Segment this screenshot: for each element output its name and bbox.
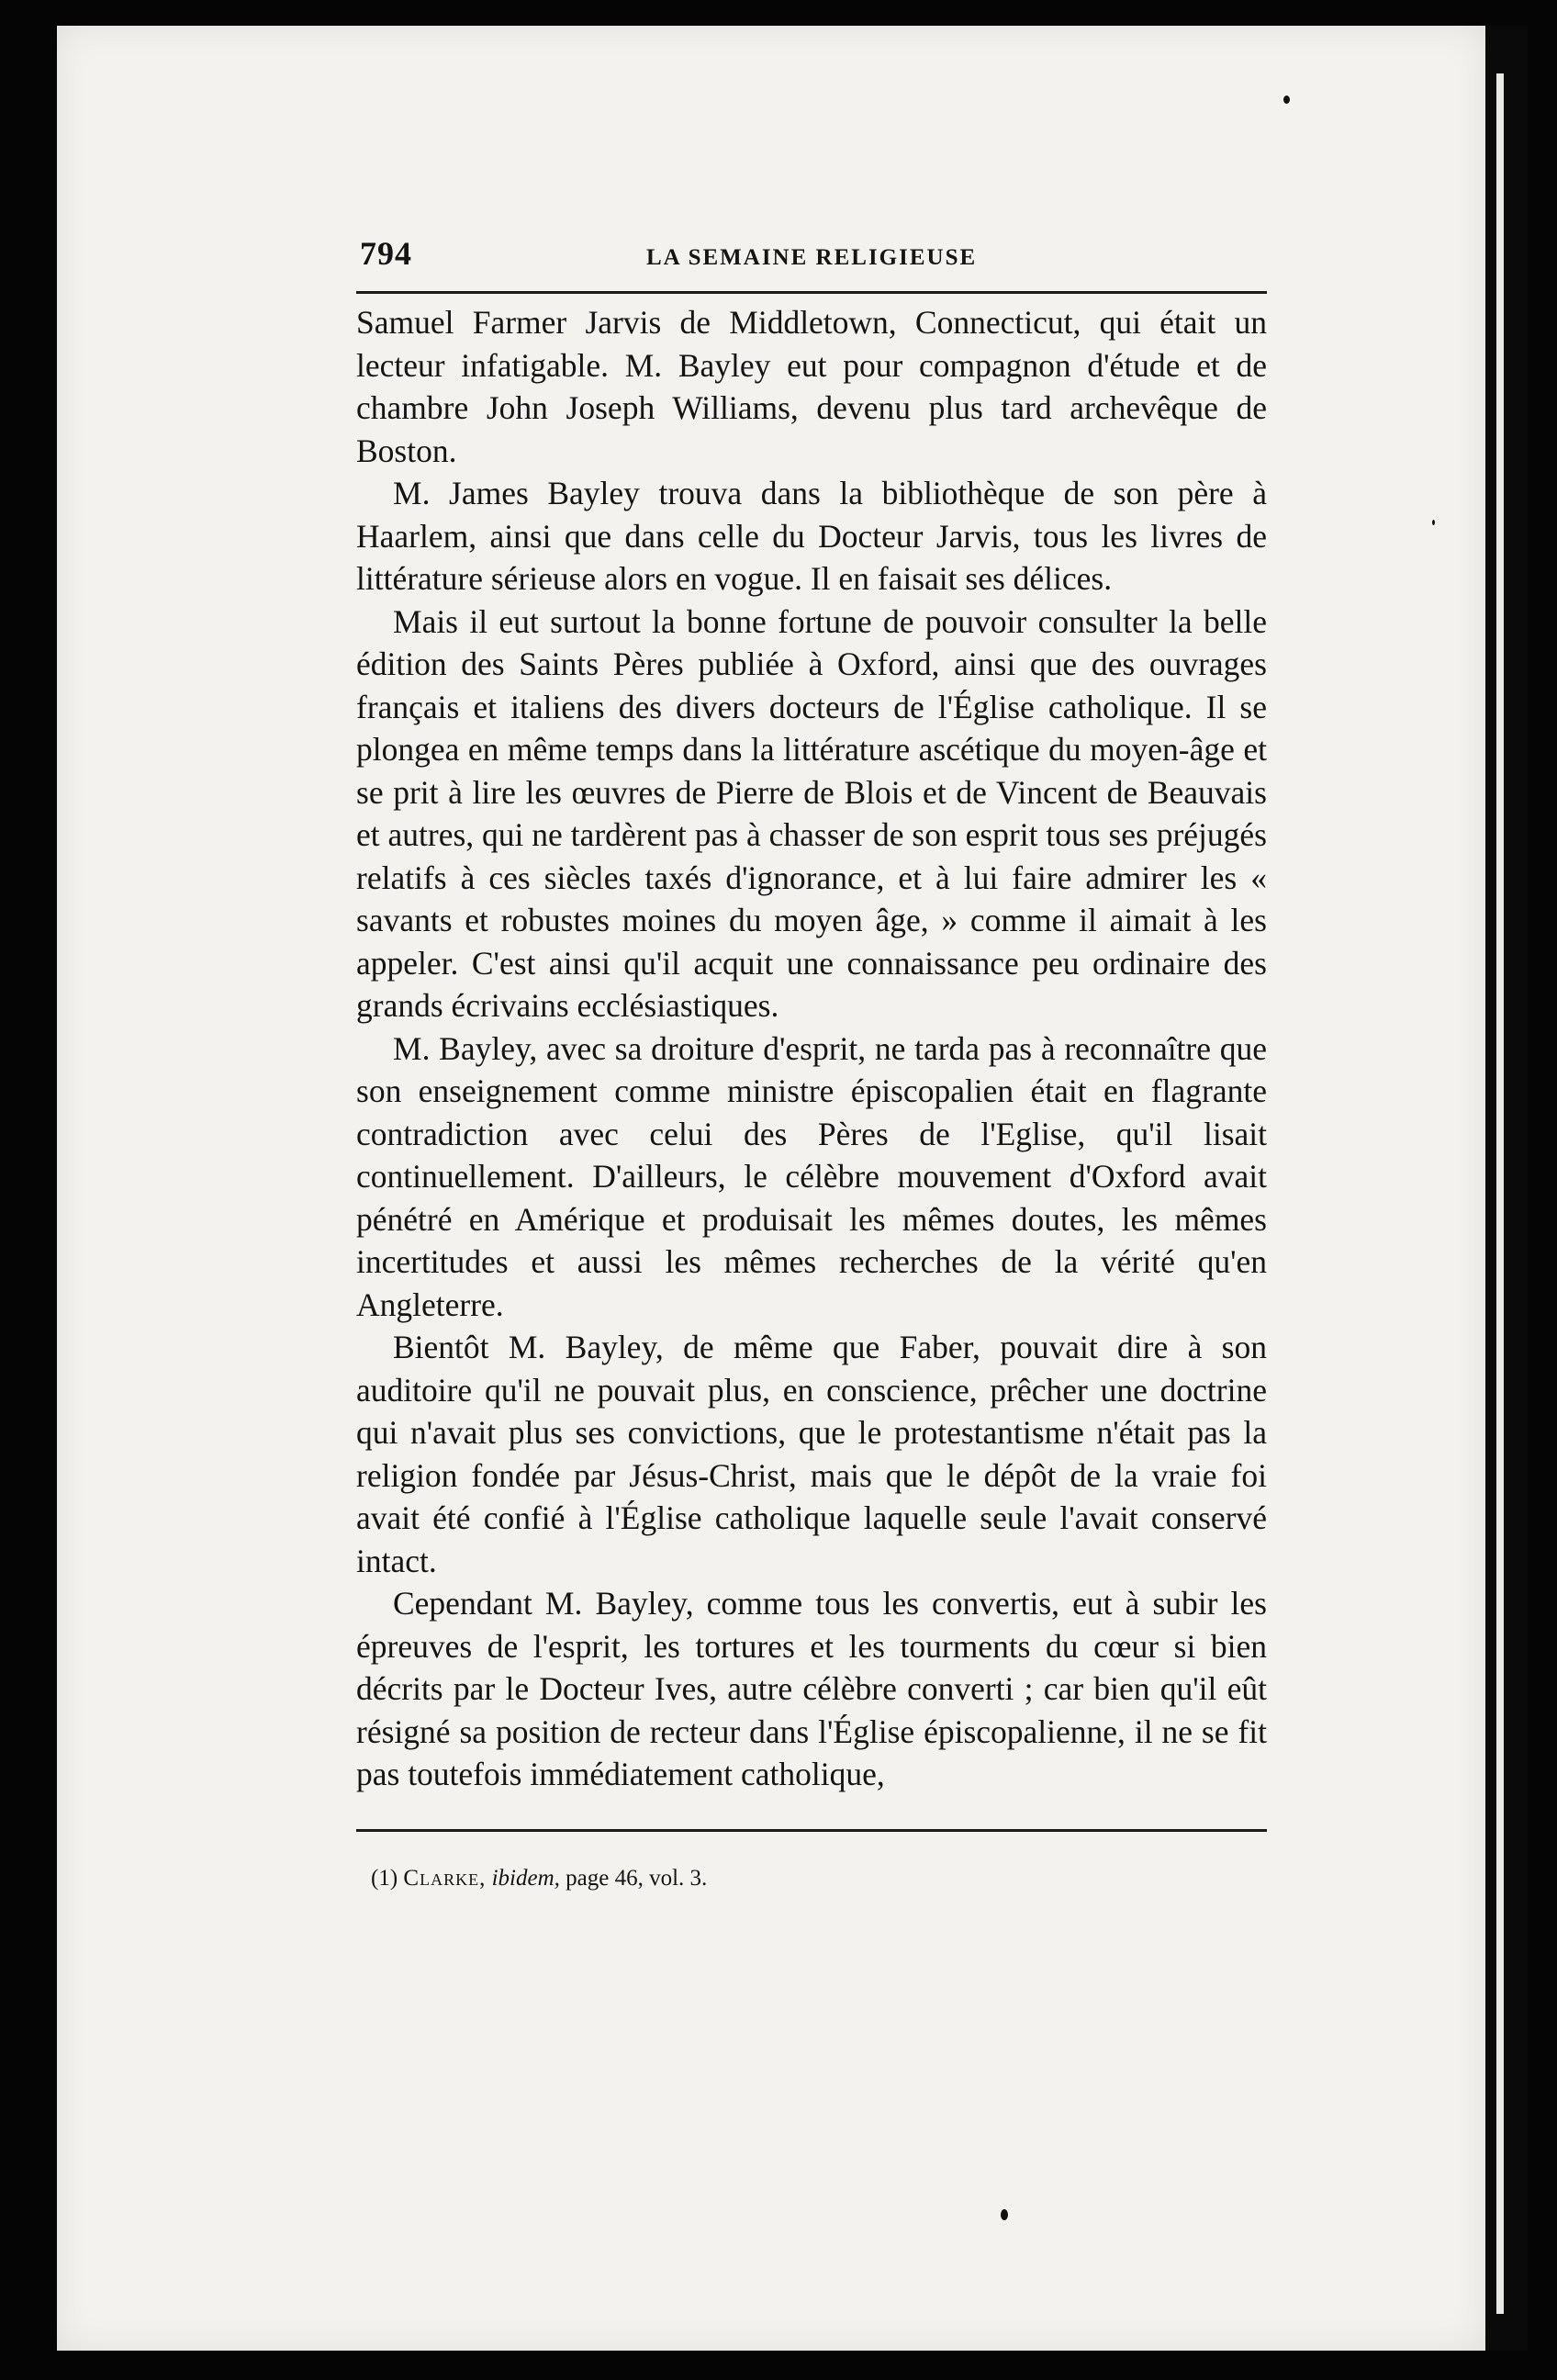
- print-speck: [1432, 520, 1435, 525]
- footnote-ibid: ibidem,: [491, 1865, 560, 1891]
- paragraph: Bientôt M. Bayley, de même que Faber, pouvait dire à son auditoire qu'il ne pouvait plus, en conscience, prêcher une doctrine qui n'avait plus ses convictions, que le protestantisme n'était pas la religion fondée par Jésus-Christ, mais que le dépôt de la vraie foi avait été confié à l'Église catholique laquelle seule l'avait conservé intact.: [356, 1329, 1267, 1579]
- adjacent-page-edge: [1496, 73, 1504, 2314]
- header-rule: [356, 291, 1267, 294]
- paragraph: Samuel Farmer Jarvis de Middletown, Connecticut, qui était un lecteur infatigable. M. Bayley eut pour compagnon d'étude et de chambre John Joseph Williams, devenu plus tard archevêque de Boston.: [356, 304, 1267, 469]
- paragraph: Mais il eut surtout la bonne fortune de pouvoir consulter la belle édition des Saints Pères publiée à Oxford, ainsi que des ouvrages français et italiens des divers docteurs de l'Église catholique. Il se plongea en même temps dans la littérature ascétique du moyen-âge et se prit à lire les œuvres de Pierre de Blois et de Vincent de Beauvais et autres, qui ne tardèrent pas à chasser de son esprit tous ses préjugés relatifs à ces siècles taxés d'ignorance, et à lui faire admirer les « savants et robustes moines du moyen âge, » comme il aimait à les appeler. C'est ainsi qu'il acquit une connaissance peu ordinaire des grands écrivains ecclésiastiques.: [356, 602, 1267, 1024]
- journal-title: LA SEMAINE RELIGIEUSE: [646, 245, 978, 270]
- body-text: [356, 301, 1267, 1796]
- paragraph: Cependant M. Bayley, comme tous les convertis, eut à subir les épreuves de l'esprit, les tortures et les tourments du cœur si bien décrits par le Docteur Ives, autre célèbre converti ; car bien qu'il eût résigné sa position de recteur dans l'Église épiscopalienne, il ne se fit pas toutefois immédiatement catholique,: [356, 1585, 1267, 1792]
- footnote-reference: page 46, vol. 3.: [566, 1865, 708, 1891]
- footnote-author: Clarke,: [403, 1865, 487, 1891]
- paragraph: M. Bayley, avec sa droiture d'esprit, ne tarda pas à reconnaître que son enseignement comme ministre épiscopalien était en flagrante contradiction avec celui des Pères de l'Eglise, qu'il lisait continuellement. D'ailleurs, le célèbre mouvement d'Oxford avait pénétré en Amérique et produisait les mêmes doutes, les mêmes incertitudes et aussi les mêmes recherches de la vérité qu'en Angleterre.: [356, 1029, 1267, 1323]
- footnote-rule: [356, 1829, 1267, 1832]
- page-content: [356, 234, 1267, 1892]
- paragraph: M. James Bayley trouva dans la bibliothèque de son père à Haarlem, ainsi que dans celle du Docteur Jarvis, tous les livres de littérature sérieuse alors en vogue. Il en faisait ses délices.: [356, 475, 1267, 597]
- running-head: [356, 234, 1267, 286]
- footnote-marker: (1): [371, 1865, 398, 1891]
- binding-shadow: [1485, 26, 1528, 2351]
- page-number: 794: [360, 235, 412, 272]
- footnote: [356, 1865, 1267, 1892]
- print-speck: [1283, 95, 1290, 104]
- print-speck: [1001, 2209, 1008, 2220]
